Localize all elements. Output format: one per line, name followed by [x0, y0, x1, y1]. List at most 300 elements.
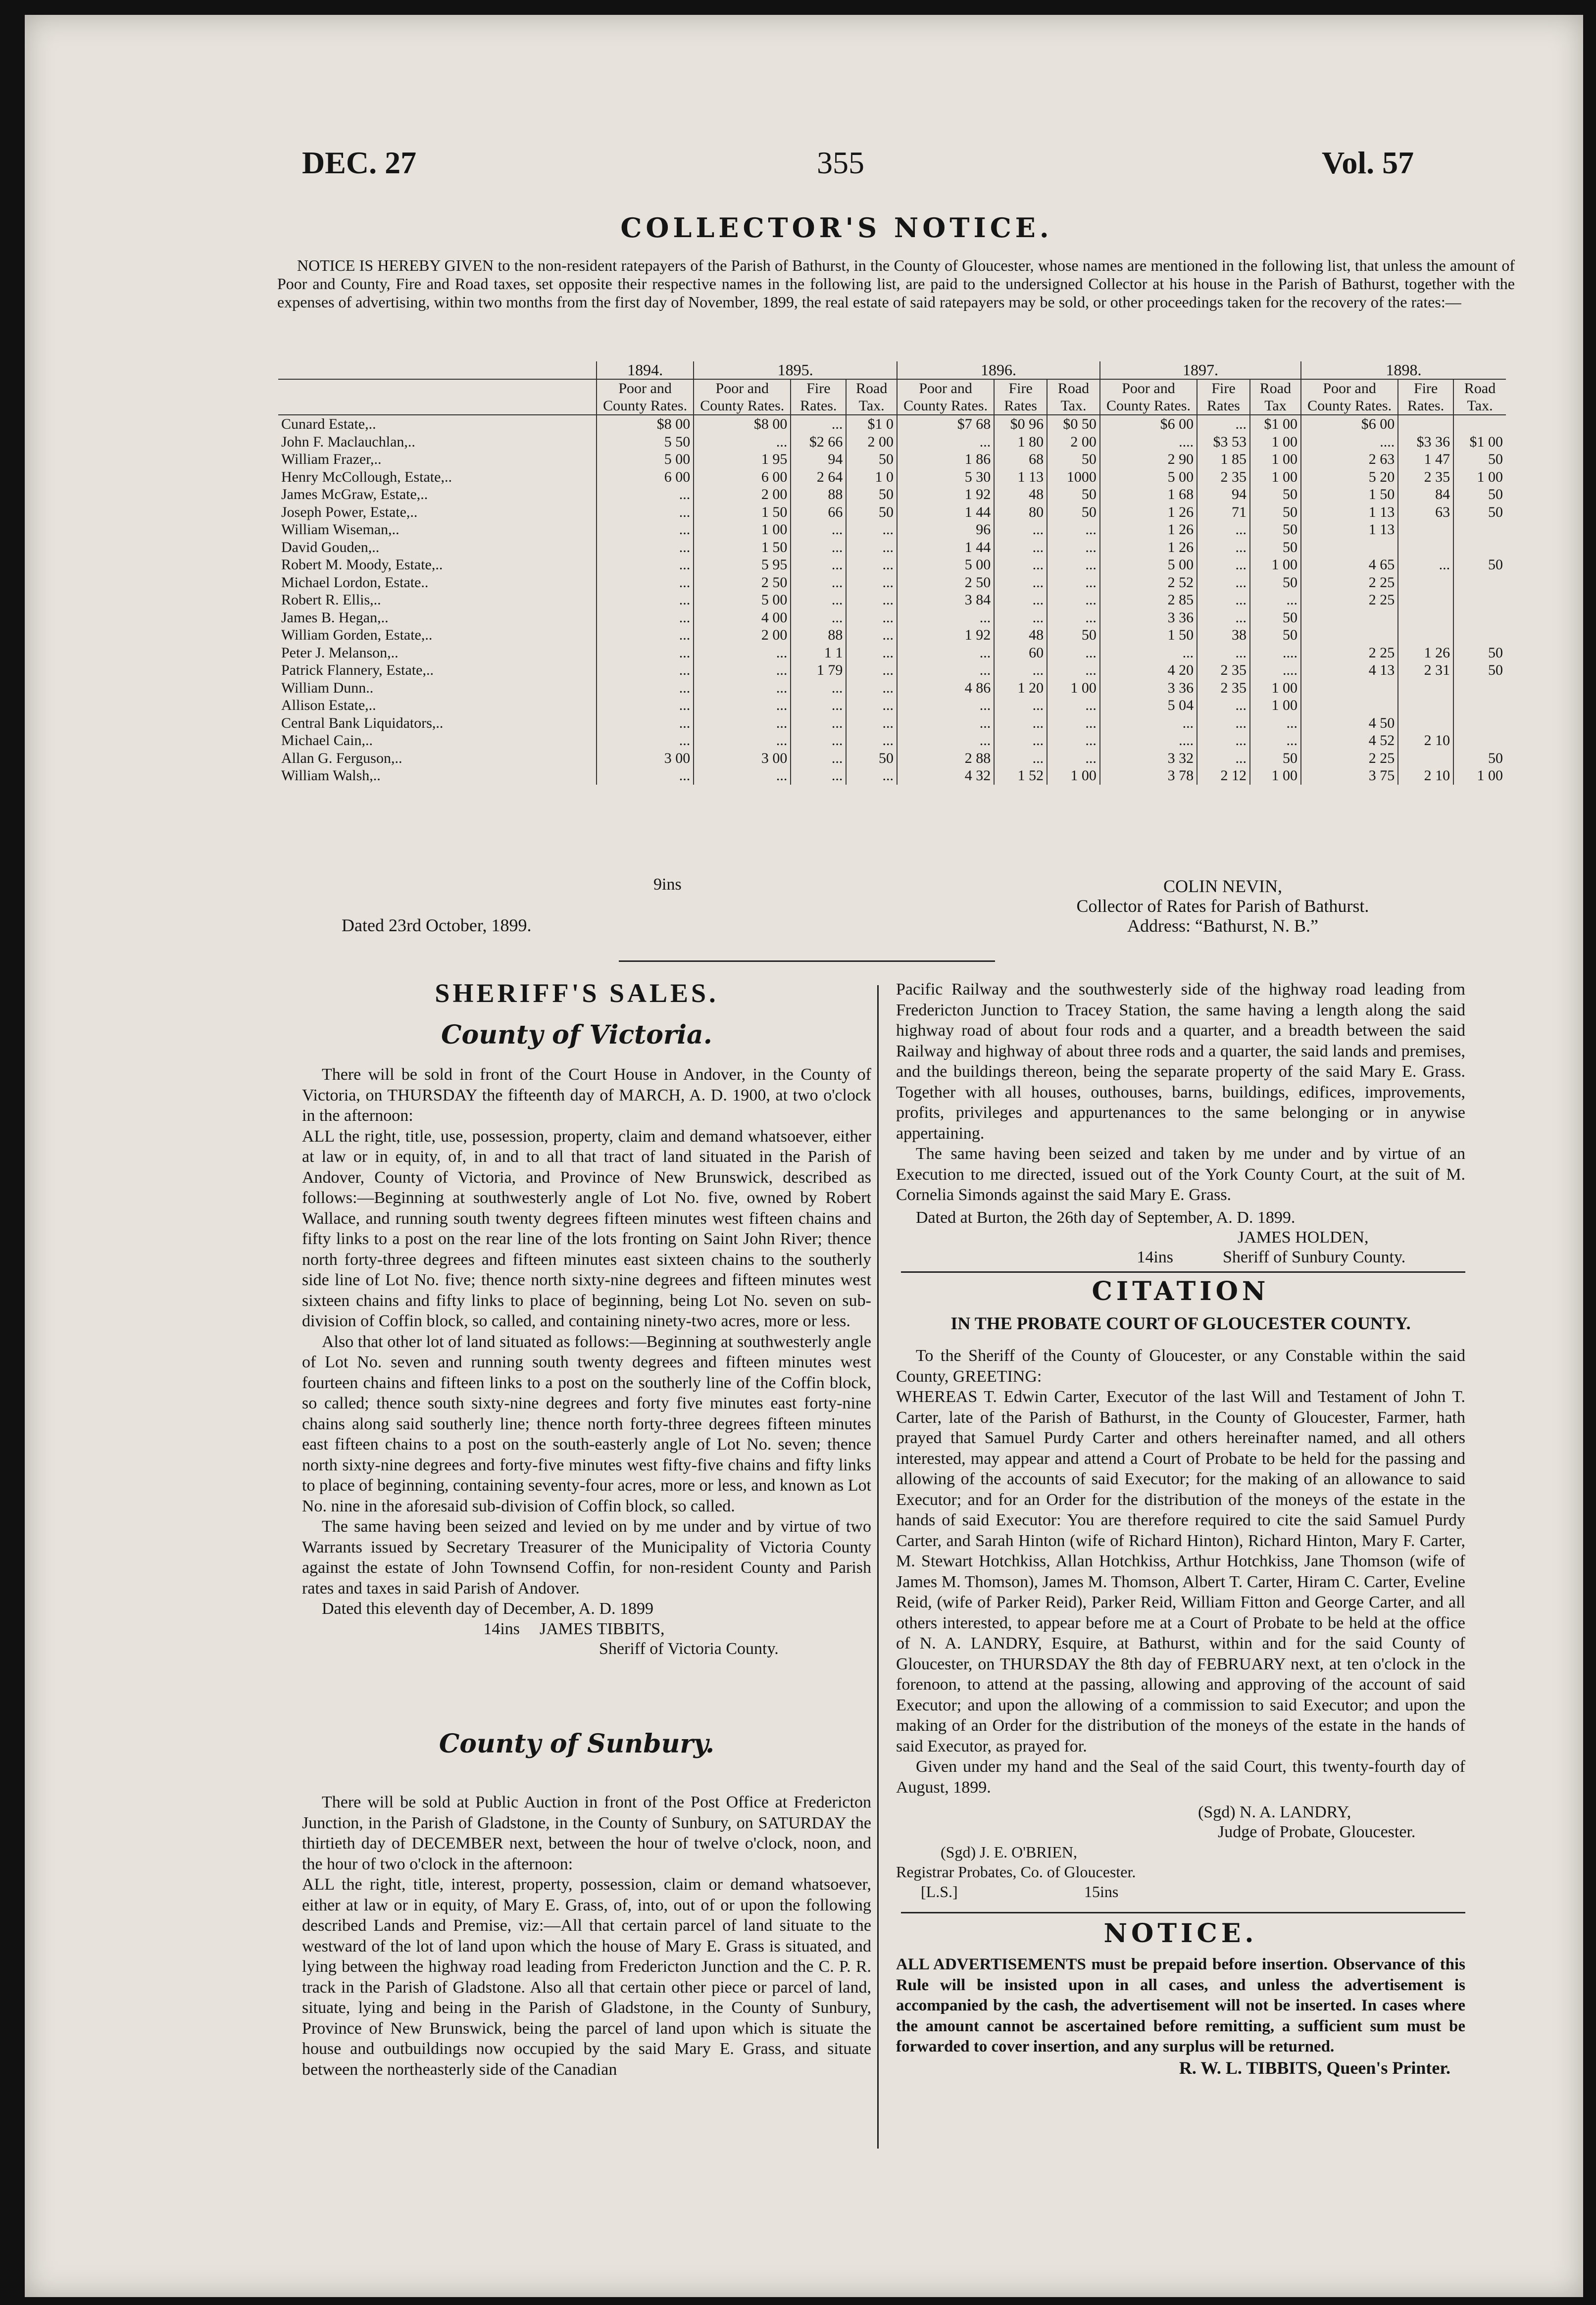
rate-cell: 50 — [1250, 486, 1301, 503]
table-row — [278, 661, 1506, 679]
column-header: Fire Rates. — [791, 379, 846, 415]
year-header: 1894. — [597, 361, 694, 379]
rate-cell: ... — [1197, 697, 1250, 714]
table-row — [278, 433, 1506, 451]
rate-cell — [1453, 415, 1506, 433]
rate-cell: ... — [846, 644, 897, 662]
rate-cell: 1000 — [1047, 468, 1100, 486]
rate-cell: 1 00 — [1250, 468, 1301, 486]
rate-cell: ... — [846, 521, 897, 539]
collectors-insertions: 9ins — [653, 875, 682, 894]
collectors-notice-title: COLLECTOR'S NOTICE. — [620, 212, 1053, 244]
rate-cell: 50 — [1047, 626, 1100, 644]
rate-cell: 2 00 — [1047, 433, 1100, 451]
rate-cell: 3 00 — [597, 750, 694, 767]
rate-cell: ... — [694, 697, 791, 714]
ratepayer-name: William Gorden, Estate,.. — [281, 627, 433, 644]
rate-cell: 94 — [791, 451, 846, 468]
rate-cell: 2 25 — [1301, 644, 1398, 662]
rate-cell: 6 00 — [597, 468, 694, 486]
rate-cell: 1 00 — [1250, 451, 1301, 468]
rate-cell — [1398, 626, 1453, 644]
rate-cell: 3 78 — [1100, 767, 1197, 785]
sunbury-sheriff: JAMES HOLDEN, — [1238, 1228, 1369, 1247]
table-row — [278, 750, 1506, 767]
column-header: Road Tax — [1250, 379, 1301, 415]
table-row — [278, 767, 1506, 785]
rate-cell: ... — [994, 661, 1047, 679]
rate-cell: ... — [597, 714, 694, 732]
ratepayer-name: Joseph Power, Estate,.. — [281, 503, 418, 520]
rate-cell: 1 0 — [846, 468, 897, 486]
rate-cell: 66 — [791, 503, 846, 521]
rate-cell: 50 — [1453, 503, 1506, 521]
rate-cell: 1 44 — [897, 539, 994, 556]
sunbury-dated: Dated at Burton, the 26th day of September, A. D. 1899. — [916, 1208, 1296, 1227]
rate-cell: 1 00 — [1047, 767, 1100, 785]
rate-cell: ... — [694, 644, 791, 662]
ratepayer-name: Cunard Estate,.. — [281, 416, 376, 433]
rate-cell: ... — [1197, 591, 1250, 609]
rate-cell: ... — [791, 415, 846, 433]
newspaper-page — [25, 15, 1583, 2297]
rate-cell: 50 — [1453, 661, 1506, 679]
victoria-sale — [302, 1064, 871, 1659]
ratepayer-name: William Dunn.. — [281, 679, 374, 696]
notice-block — [896, 1954, 1465, 2078]
page-number: 355 — [817, 145, 864, 180]
rate-cell: $0 96 — [994, 415, 1047, 433]
sunbury-sheriff-title: Sheriff of Sunbury County. — [1223, 1248, 1406, 1266]
rate-cell: 71 — [1197, 503, 1250, 521]
divider — [901, 1271, 1465, 1273]
ratepayer-name: William Wiseman,.. — [281, 521, 399, 538]
victoria-dated: Dated this eleventh day of December, A. D. 1899 — [322, 1600, 653, 1618]
ratepayer-name: William Walsh,.. — [281, 767, 381, 784]
rate-cell: 50 — [1250, 503, 1301, 521]
column-header: Poor and County Rates. — [897, 379, 994, 415]
rate-cell: ... — [846, 732, 897, 750]
rate-cell: ... — [846, 591, 897, 609]
issue-date: DEC. 27 — [302, 145, 417, 180]
victoria-paragraph-1: ALL the right, title, use, possession, property, claim and demand whatsoever, either at law or in equity, of, in and to all that tract of land situated in the Parish of Andover, County of Victoria, and Province of New Brunswick, described as follows:—Beginning at southwesterly angle of Lot No. five, owned by Robert Wallace, and running south twenty degrees fifteen minutes west fifteen chains and fifty links to a post on the rear line of the lots fronting on Saint John River; thence north forty-three degrees and fifteen minutes east sixteen chains to the southerly side line of Lot No. five; thence north sixty-nine degrees and fifteen minutes west sixteen chains and fifty links to place of beginning, being Lot No. seven on sub-division of Coffin block, so called, and containing ninety-two acres, more or less. — [302, 1127, 871, 1330]
rate-cell: ... — [1250, 714, 1301, 732]
rate-cell: 1 68 — [1100, 486, 1197, 503]
rate-cell: 94 — [1197, 486, 1250, 503]
rate-cell: ... — [1047, 661, 1100, 679]
rate-cell: ... — [1047, 574, 1100, 592]
rate-cell: .... — [1250, 661, 1301, 679]
rate-cell: ... — [597, 697, 694, 714]
rate-cell: .... — [1100, 732, 1197, 750]
sunbury-signature-row — [896, 1248, 1465, 1267]
rate-cell: 50 — [1250, 609, 1301, 627]
rate-cell: 5 04 — [1100, 697, 1197, 714]
rate-cell: ... — [1047, 591, 1100, 609]
column-header: Road Tax. — [1453, 379, 1506, 415]
rate-cell: 5 50 — [597, 433, 694, 451]
rate-cell: ... — [597, 539, 694, 556]
rate-cell: ... — [994, 556, 1047, 574]
rate-cell: 5 00 — [694, 591, 791, 609]
table-row — [278, 732, 1506, 750]
rate-cell: ... — [994, 521, 1047, 539]
sunbury-continued — [896, 979, 1465, 1267]
rate-cell: ... — [791, 697, 846, 714]
rate-cell: ... — [1047, 521, 1100, 539]
rate-cell: 1 00 — [1250, 556, 1301, 574]
rate-cell: $0 50 — [1047, 415, 1100, 433]
rate-cell: 1 00 — [1250, 767, 1301, 785]
rate-cell: 1 1 — [791, 644, 846, 662]
rate-cell: 1 50 — [694, 503, 791, 521]
rate-cell: 4 86 — [897, 679, 994, 697]
rate-cell: 1 92 — [897, 626, 994, 644]
rate-cell — [1453, 679, 1506, 697]
rate-cell: ... — [1197, 644, 1250, 662]
victoria-sheriff-title: Sheriff of Victoria County. — [599, 1639, 779, 1658]
column-header: Road Tax. — [846, 379, 897, 415]
rate-cell: ... — [597, 626, 694, 644]
rate-cell: 50 — [1453, 556, 1506, 574]
victoria-insertions: 14ins — [483, 1619, 520, 1638]
rate-cell: 1 52 — [994, 767, 1047, 785]
rate-cell: 50 — [1453, 750, 1506, 767]
rate-cell: 1 50 — [1301, 486, 1398, 503]
rate-cell: 1 13 — [994, 468, 1047, 486]
rate-cell: 2 00 — [694, 626, 791, 644]
rate-cell: 2 35 — [1197, 679, 1250, 697]
rate-cell: 2 12 — [1197, 767, 1250, 785]
rate-cell — [1301, 539, 1398, 556]
rate-cell: 5 00 — [1100, 468, 1197, 486]
rate-cell: 1 79 — [791, 661, 846, 679]
rate-cell: 50 — [1250, 626, 1301, 644]
year-header: 1895. — [694, 361, 897, 379]
judge-name: (Sgd) N. A. LANDRY, — [1198, 1803, 1351, 1821]
citation-body: WHEREAS T. Edwin Carter, Executor of the last Will and Testament of John T. Carter, late of the Parish of Bathurst, in the County of Gloucester, Farmer, hath prayed that Samuel Purdy Carter and others hereinafter named, and all others interested, may appear and attend a Court of Probate to be held for the passing and allowing of the accounts of said Executor; for the making of an allowance to said Executor; and for an Order for the distribution of the moneys of the estate in the hands of said Executor: You are therefore required to cite the said Samuel Purdy Carter, and Sarah Hinton (wife of Richard Hinton), Richard Hinton, Mary F. Carter, M. Stewart Hotchkiss, Allan Hotchkiss, Arthur Hotchkiss, Jane Thomson (wife of James M. Thomson), James M. Thomson, Albert T. Carter, Hiram C. Carter, Eveline Reid, (wife of Parker Reid), Parker Reid, William Fitton and George Carter, and all others interested, to appear before me at a Court of Probate to be held at the office of N. A. LANDRY, Esquire, at Bathurst, within and for the said County of Gloucester, on THURSDAY the 8th day of FEBRUARY next, at ten o'clock in the forenoon, to attend at the passing, allowing and approving of the account of said Executor; and upon the allowing of a commission to said Executor; and upon the making of an Order for the distribution of the moneys of the estate in the hands of said Executor, as prayed for. — [896, 1388, 1465, 1755]
rate-cell: ... — [1047, 556, 1100, 574]
rate-cell: 2 50 — [694, 574, 791, 592]
rate-cell: 1 00 — [1250, 433, 1301, 451]
rate-cell: 1 80 — [994, 433, 1047, 451]
rate-cell: 50 — [1047, 503, 1100, 521]
ratepayer-name: William Frazer,.. — [281, 451, 382, 468]
rate-cell — [1398, 539, 1453, 556]
rate-cell: ... — [1197, 415, 1250, 433]
rate-cell — [1453, 574, 1506, 592]
rate-cell: ... — [694, 732, 791, 750]
rate-cell: ... — [846, 556, 897, 574]
rate-cell: ... — [791, 750, 846, 767]
ratepayer-name: Michael Lordon, Estate.. — [281, 574, 429, 591]
rate-cell: 50 — [1453, 486, 1506, 503]
rate-cell: ... — [1250, 591, 1301, 609]
rate-cell: ... — [1100, 644, 1197, 662]
rate-cell: 1 00 — [1250, 697, 1301, 714]
judge-title: Judge of Probate, Gloucester. — [1218, 1823, 1416, 1841]
rate-cell: 88 — [791, 486, 846, 503]
rate-cell: 1 95 — [694, 451, 791, 468]
table-row — [278, 609, 1506, 627]
rate-cell: 5 20 — [1301, 468, 1398, 486]
column-header: Poor and County Rates. — [1100, 379, 1197, 415]
rate-cell: $2 66 — [791, 433, 846, 451]
year-header: 1897. — [1100, 361, 1301, 379]
rate-cell: 2 50 — [897, 574, 994, 592]
rate-cell: ... — [1197, 556, 1250, 574]
registrar-title: Registrar Probates, Co. of Gloucester. — [896, 1863, 1136, 1881]
rate-cell — [1398, 415, 1453, 433]
rate-cell: ... — [846, 714, 897, 732]
table-row — [278, 679, 1506, 697]
table-row — [278, 714, 1506, 732]
ratepayer-name: Peter J. Melanson,.. — [281, 644, 399, 661]
collector-address: Address: “Bathurst, N. B.” — [1127, 916, 1318, 936]
rate-cell: ... — [1250, 732, 1301, 750]
rate-cell: 63 — [1398, 503, 1453, 521]
rate-cell: ... — [791, 767, 846, 785]
victoria-signature-row — [302, 1619, 871, 1639]
rate-cell: 50 — [846, 750, 897, 767]
rate-cell: ... — [791, 539, 846, 556]
rate-cell: ... — [897, 714, 994, 732]
column-header: Fire Rates. — [1398, 379, 1453, 415]
rate-cell: 2 85 — [1100, 591, 1197, 609]
rate-cell: 1 13 — [1301, 521, 1398, 539]
rate-cell: 1 26 — [1100, 521, 1197, 539]
rate-cell: 5 00 — [897, 556, 994, 574]
rate-cell: ... — [846, 626, 897, 644]
rate-cell — [1453, 626, 1506, 644]
victoria-paragraph-2: Also that other lot of land situated as follows:—Beginning at southwesterly angle of Lot No. seven and running south twenty degrees and fifteen minutes west fourteen chains and fifteen links to a post on the southerly line of the Coffin block, so called; thence south sixty-nine degrees and forty five minutes east forty-nine chains along said southerly line; thence north forty-three degrees fifteen minutes east fifteen chains to a post on the south-easterly angle of Lot No. seven; thence north sixty-nine degrees and forty-five minutes west fifty-five chains and fifty links to place of beginning, containing seventy-four acres, more or less, and known as Lot No. nine in the aforesaid sub-division of Coffin block, so called. — [302, 1332, 872, 1515]
rate-cell — [1398, 714, 1453, 732]
rate-cell: 2 00 — [846, 433, 897, 451]
column-header: Fire Rates — [994, 379, 1047, 415]
citation-court: IN THE PROBATE COURT OF GLOUCESTER COUNTY. — [950, 1313, 1411, 1333]
rate-cell: 5 00 — [1100, 556, 1197, 574]
rate-cell: ... — [791, 609, 846, 627]
rate-cell: $7 68 — [897, 415, 994, 433]
rate-cell: ... — [897, 697, 994, 714]
rate-cell: 1 26 — [1398, 644, 1453, 662]
rate-cell: 48 — [994, 626, 1047, 644]
rate-cell: 2 25 — [1301, 574, 1398, 592]
rate-cell — [1301, 679, 1398, 697]
sunbury-sale — [302, 1792, 871, 2080]
rate-cell: ... — [597, 661, 694, 679]
rate-cell: 1 20 — [994, 679, 1047, 697]
notice-signer: R. W. L. TIBBITS, Queen's Printer. — [1179, 2057, 1450, 2078]
ratepayer-name: James B. Hegan,.. — [281, 609, 389, 626]
rate-cell: 2 35 — [1398, 468, 1453, 486]
rate-cell: 2 10 — [1398, 767, 1453, 785]
column-header: Poor and County Rates. — [1301, 379, 1398, 415]
rate-cell: ... — [897, 433, 994, 451]
column-header: Road Tax. — [1047, 379, 1100, 415]
rate-cell: ... — [846, 679, 897, 697]
rate-cell — [1453, 732, 1506, 750]
table-row — [278, 503, 1506, 521]
sunbury-insertions: 14ins — [1137, 1248, 1173, 1266]
rate-cell: ... — [597, 732, 694, 750]
year-header: 1898. — [1301, 361, 1506, 379]
collectors-dated: Dated 23rd October, 1899. — [342, 915, 532, 935]
citation-address: To the Sheriff of the County of Gloucester, or any Constable within the said County, GREETING: — [896, 1347, 1465, 1386]
rate-cell: ... — [1197, 521, 1250, 539]
rate-cell: ... — [846, 574, 897, 592]
rate-cell: 1 13 — [1301, 503, 1398, 521]
year-header: 1896. — [897, 361, 1100, 379]
rate-cell: 2 52 — [1100, 574, 1197, 592]
rate-cell: 4 65 — [1301, 556, 1398, 574]
divider — [619, 960, 995, 962]
rate-cell — [1453, 591, 1506, 609]
rate-cell: 2 90 — [1100, 451, 1197, 468]
rate-cell: 88 — [791, 626, 846, 644]
rate-cell: 1 00 — [1453, 468, 1506, 486]
rate-cell: 1 92 — [897, 486, 994, 503]
rate-cell: 2 64 — [791, 468, 846, 486]
rate-cell: ... — [597, 644, 694, 662]
ratepayer-name: Central Bank Liquidators,.. — [281, 714, 444, 731]
rate-cell: ... — [597, 679, 694, 697]
table-row — [278, 697, 1506, 714]
seal: [L.S.] — [921, 1883, 958, 1901]
rate-cell: 4 32 — [897, 767, 994, 785]
rate-cell: ... — [846, 697, 897, 714]
table-row — [278, 521, 1506, 539]
rate-cell: ... — [597, 574, 694, 592]
rate-cell: 2 35 — [1197, 468, 1250, 486]
victoria-lead: There will be sold in front of the Court House in Andover, in the County of Victoria, on THURSDAY the fifteenth day of MARCH, A. D. 1900, at two o'clock in the afternoon: — [302, 1065, 871, 1125]
rate-cell: ... — [1398, 556, 1453, 574]
rate-cell: 50 — [1250, 574, 1301, 592]
rate-cell: ... — [791, 679, 846, 697]
rate-cell — [1453, 521, 1506, 539]
rate-cell: ... — [597, 609, 694, 627]
ratepayer-name: Allison Estate,.. — [281, 697, 376, 714]
rate-cell: ... — [1197, 574, 1250, 592]
rate-cell: ... — [994, 591, 1047, 609]
rate-cell: 3 84 — [897, 591, 994, 609]
rate-cell: ... — [597, 591, 694, 609]
rate-cell: 2 63 — [1301, 451, 1398, 468]
rate-cell: ... — [694, 714, 791, 732]
volume-number: Vol. 57 — [1322, 145, 1414, 180]
rate-cell: ... — [791, 714, 846, 732]
rate-cell: $8 00 — [694, 415, 791, 433]
rate-cell: ... — [791, 574, 846, 592]
ratepayer-name: James McGraw, Estate,.. — [281, 486, 428, 503]
rate-cell: 3 75 — [1301, 767, 1398, 785]
rate-cell: ... — [791, 732, 846, 750]
rate-cell — [1398, 574, 1453, 592]
rate-cell: $8 00 — [597, 415, 694, 433]
rate-cell: ... — [791, 556, 846, 574]
rate-cell: 68 — [994, 451, 1047, 468]
rate-cell: ... — [1100, 714, 1197, 732]
column-header: Fire Rates — [1197, 379, 1250, 415]
rate-cell: 2 31 — [1398, 661, 1453, 679]
rate-cell: ... — [694, 433, 791, 451]
sunbury-heading: County of Sunbury. — [439, 1729, 715, 1759]
rate-cell — [1398, 609, 1453, 627]
sheriffs-sales-title: SHERIFF'S SALES. — [435, 978, 719, 1008]
rate-cell: $6 00 — [1100, 415, 1197, 433]
sunbury-paragraph-1-continued: Pacific Railway and the southwesterly side of the highway road leading from Fredericton Junction to Tracey Station, the same having a length along the said highway road of about four rods and a quarter, and a breadth between the said Railway and highway of about three rods and a quarter, the said lands and premises, and the buildings thereon, being the separate property of the said Mary E. Grass. Together with all houses, outhouses, barns, buildings, edifices, improvements, profits, privileges and appurtenances to the same belonging or in anywise appertaining. — [896, 980, 1465, 1143]
rate-cell — [1453, 714, 1506, 732]
rate-cell: 2 88 — [897, 750, 994, 767]
rate-cell: 50 — [1250, 750, 1301, 767]
table-row — [278, 451, 1506, 468]
rate-cell: ... — [994, 750, 1047, 767]
rate-cell: ... — [897, 644, 994, 662]
rate-cell: ... — [1047, 750, 1100, 767]
rate-cell: 6 00 — [694, 468, 791, 486]
rate-cell: ... — [846, 767, 897, 785]
rate-cell: ... — [1197, 750, 1250, 767]
notice-title: NOTICE. — [1103, 1918, 1258, 1949]
rate-cell: 3 36 — [1100, 679, 1197, 697]
rate-cell: ... — [1197, 609, 1250, 627]
rate-cell: 1 26 — [1100, 539, 1197, 556]
rate-cell: ... — [994, 732, 1047, 750]
rate-cell: 38 — [1197, 626, 1250, 644]
rate-cell: 1 00 — [1250, 679, 1301, 697]
column-header: Poor and County Rates. — [597, 379, 694, 415]
rate-cell: $1 0 — [846, 415, 897, 433]
rate-cell: 2 10 — [1398, 732, 1453, 750]
table-row — [278, 539, 1506, 556]
rate-cell: 2 25 — [1301, 750, 1398, 767]
registrar-name: (Sgd) J. E. O'BRIEN, — [941, 1843, 1077, 1861]
rate-cell: 2 00 — [694, 486, 791, 503]
rate-cell: 1 00 — [1453, 767, 1506, 785]
rate-cell: 4 20 — [1100, 661, 1197, 679]
rate-cell: 1 86 — [897, 451, 994, 468]
table-row — [278, 486, 1506, 503]
rate-cell: 3 36 — [1100, 609, 1197, 627]
rate-cell: 48 — [994, 486, 1047, 503]
rate-cell: ... — [1047, 714, 1100, 732]
ratepayer-name: David Gouden,.. — [281, 539, 380, 555]
rate-cell — [1453, 697, 1506, 714]
rate-cell: ... — [694, 767, 791, 785]
rates-table — [278, 361, 1506, 785]
rate-cell: .... — [1301, 433, 1398, 451]
rate-cell: ... — [1197, 714, 1250, 732]
collector-name: COLIN NEVIN, — [1163, 876, 1282, 896]
collectors-signature — [1015, 876, 1431, 936]
rate-cell: ... — [597, 521, 694, 539]
rate-cell: 50 — [1453, 644, 1506, 662]
rate-cell: 50 — [1453, 451, 1506, 468]
rate-cell: 50 — [846, 503, 897, 521]
rate-cell: ... — [846, 661, 897, 679]
notice-body: ALL ADVERTISEMENTS must be prepaid before insertion. Observance of this Rule will be insisted upon in all cases, and unless the advertisement is accompanied by the cash, the advertisement will not be inserted. In cases where the amount cannot be ascertained before remitting, a sufficient sum must be forwarded to cover insertion, and any surplus will be returned. — [896, 1955, 1465, 2055]
rate-cell: 1 47 — [1398, 451, 1453, 468]
column-header: Poor and County Rates. — [694, 379, 791, 415]
rate-cell: 50 — [1047, 451, 1100, 468]
seal-row — [896, 1882, 1465, 1902]
rate-cell: 50 — [846, 486, 897, 503]
rate-cell: .... — [1100, 433, 1197, 451]
rate-cell: 3 32 — [1100, 750, 1197, 767]
table-row — [278, 644, 1506, 662]
rate-cell: 4 13 — [1301, 661, 1398, 679]
citation-title: CITATION — [1092, 1276, 1270, 1306]
